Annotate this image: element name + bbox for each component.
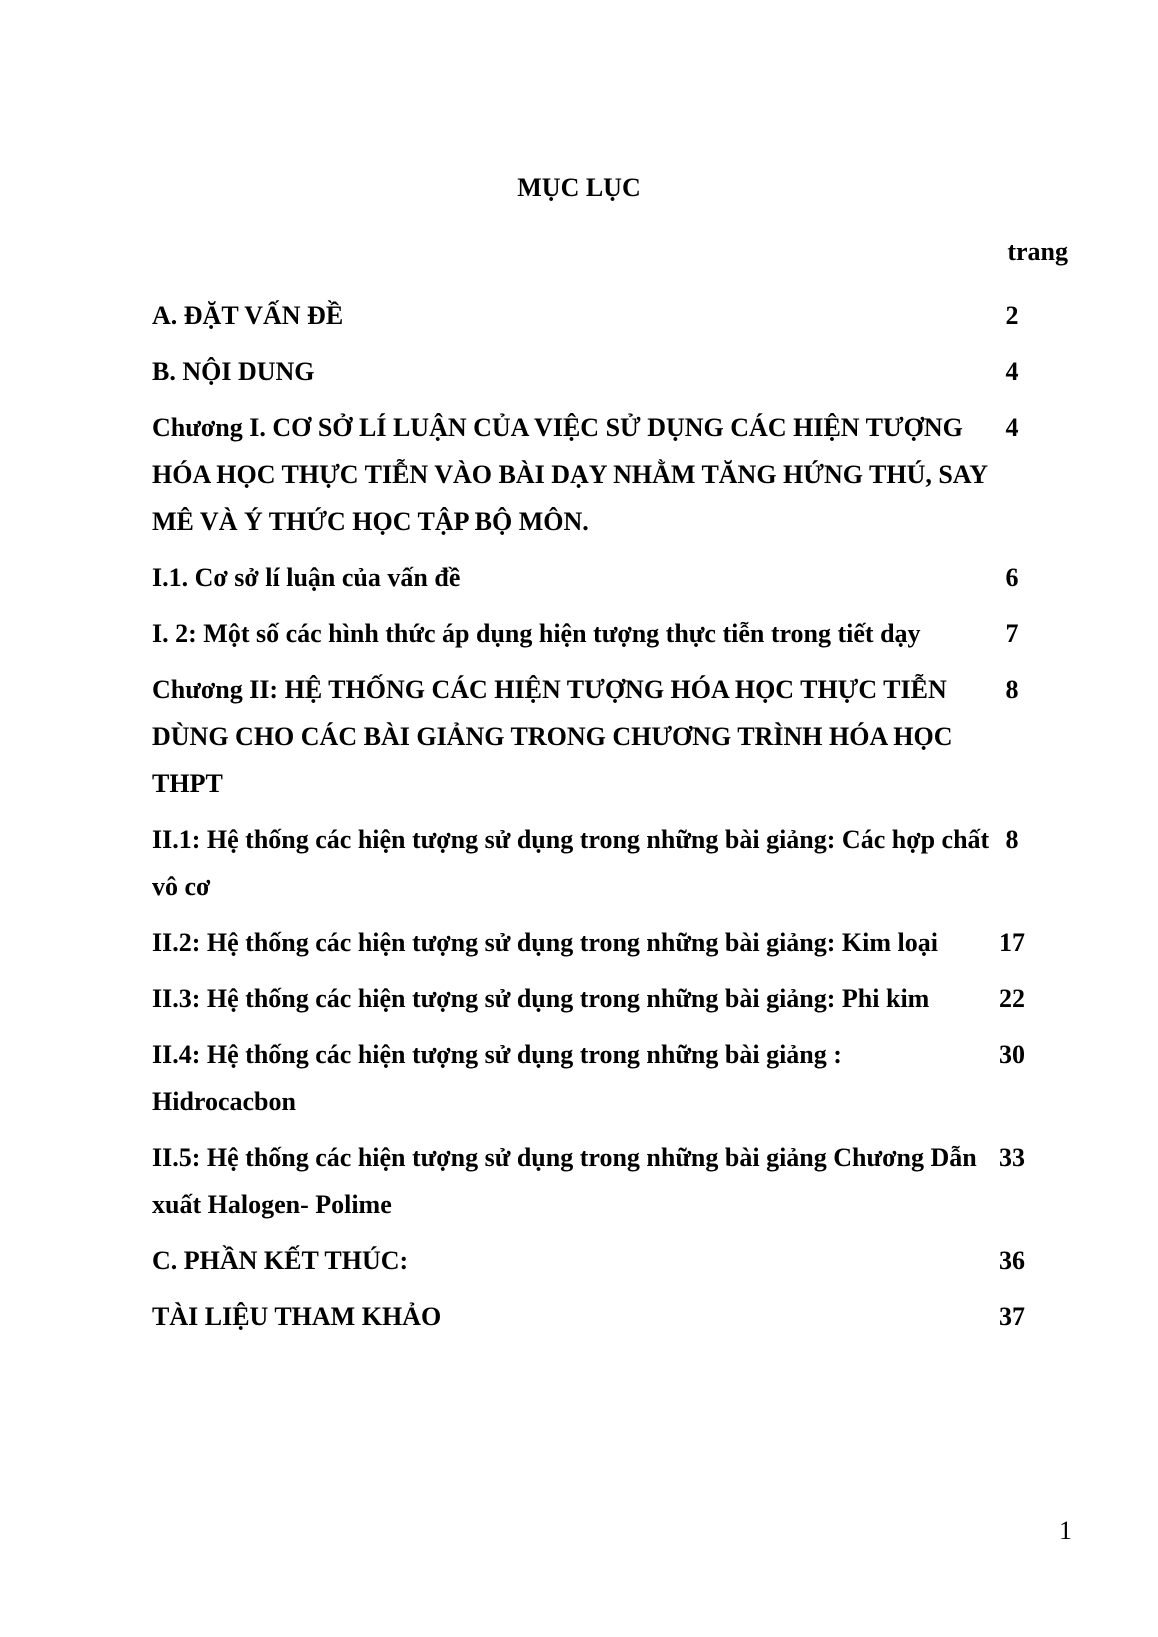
toc-entry-tai-lieu[interactable]	[152, 1301, 1082, 1340]
toc-entry-page: 33	[999, 1143, 1025, 1172]
toc-entry-2-2[interactable]	[152, 927, 1082, 966]
toc-entry-title: A. ĐẶT VẤN ĐỀ	[152, 301, 344, 330]
page-title: MỤC LỤC	[517, 173, 641, 202]
toc-entry-1-2[interactable]	[152, 618, 1082, 657]
toc-entry-chuong-2[interactable]	[152, 674, 1082, 807]
toc-entry-page: 2	[1005, 301, 1019, 330]
toc-entry-page: 4	[1005, 357, 1019, 386]
toc-entry-title: Chương I. CƠ SỞ LÍ LUẬN CỦA VIỆC SỬ DỤNG CÁC HIỆN TƯỢNG HÓA HỌC THỰC TIỄN VÀO BÀI DẠY NHẰM TĂNG HỨNG THÚ, SAY MÊ VÀ Ý THỨC HỌC TẬP BỘ MÔN.	[152, 413, 988, 536]
toc-entry-ket-thuc[interactable]	[152, 1245, 1082, 1284]
toc-entry-title: Chương II: HỆ THỐNG CÁC HIỆN TƯỢNG HÓA HỌC THỰC TIỄN DÙNG CHO CÁC BÀI GIẢNG TRONG CHƯƠNG TRÌNH HÓA HỌC THPT	[152, 675, 953, 798]
toc-entry-page: 37	[999, 1302, 1025, 1331]
page-number: 1	[1059, 1516, 1072, 1545]
toc-entry-dat-van-de[interactable]	[152, 300, 1082, 339]
toc-entry-page: 8	[1005, 675, 1019, 704]
toc-entry-chuong-1[interactable]	[152, 412, 1082, 545]
toc-entry-page: 30	[999, 1040, 1025, 1069]
toc-entry-2-5[interactable]	[152, 1142, 1082, 1228]
toc-entry-page: 17	[999, 928, 1025, 957]
toc-entry-page: 6	[1005, 563, 1019, 592]
toc-entry-title: II.5: Hệ thống các hiện tượng sử dụng trong những bài giảng Chương Dẫn xuất Halogen- Polime	[152, 1143, 977, 1219]
toc-entry-title: II.1: Hệ thống các hiện tượng sử dụng trong những bài giảng: Các hợp chất vô cơ	[152, 825, 990, 901]
table-of-contents	[152, 300, 1082, 1357]
page-column-header: trang	[1007, 237, 1068, 266]
toc-entry-title: B. NỘI DUNG	[152, 357, 315, 386]
toc-entry-noi-dung[interactable]	[152, 356, 1082, 395]
toc-entry-title: II.2: Hệ thống các hiện tượng sử dụng trong những bài giảng: Kim loại	[152, 928, 938, 957]
toc-entry-title: I.1. Cơ sở lí luận của vấn đề	[152, 563, 461, 592]
toc-entry-page: 22	[999, 984, 1025, 1013]
toc-entry-title: II.4: Hệ thống các hiện tượng sử dụng trong những bài giảng : Hidrocacbon	[152, 1040, 842, 1116]
toc-entry-title: C. PHẦN KẾT THÚC:	[152, 1246, 409, 1275]
toc-entry-title: I. 2: Một số các hình thức áp dụng hiện tượng thực tiễn trong tiết dạy	[152, 619, 921, 648]
toc-entry-page: 7	[1005, 619, 1019, 648]
toc-entry-page: 4	[1005, 413, 1019, 442]
toc-entry-page: 8	[1005, 825, 1019, 854]
toc-entry-1-1[interactable]	[152, 562, 1082, 601]
toc-entry-2-3[interactable]	[152, 983, 1082, 1022]
toc-entry-title: II.3: Hệ thống các hiện tượng sử dụng trong những bài giảng: Phi kim	[152, 984, 930, 1013]
toc-entry-page: 36	[999, 1246, 1025, 1275]
toc-entry-2-4[interactable]	[152, 1039, 1082, 1125]
toc-entry-2-1[interactable]	[152, 824, 1082, 910]
toc-entry-title: TÀI LIỆU THAM KHẢO	[152, 1302, 442, 1331]
